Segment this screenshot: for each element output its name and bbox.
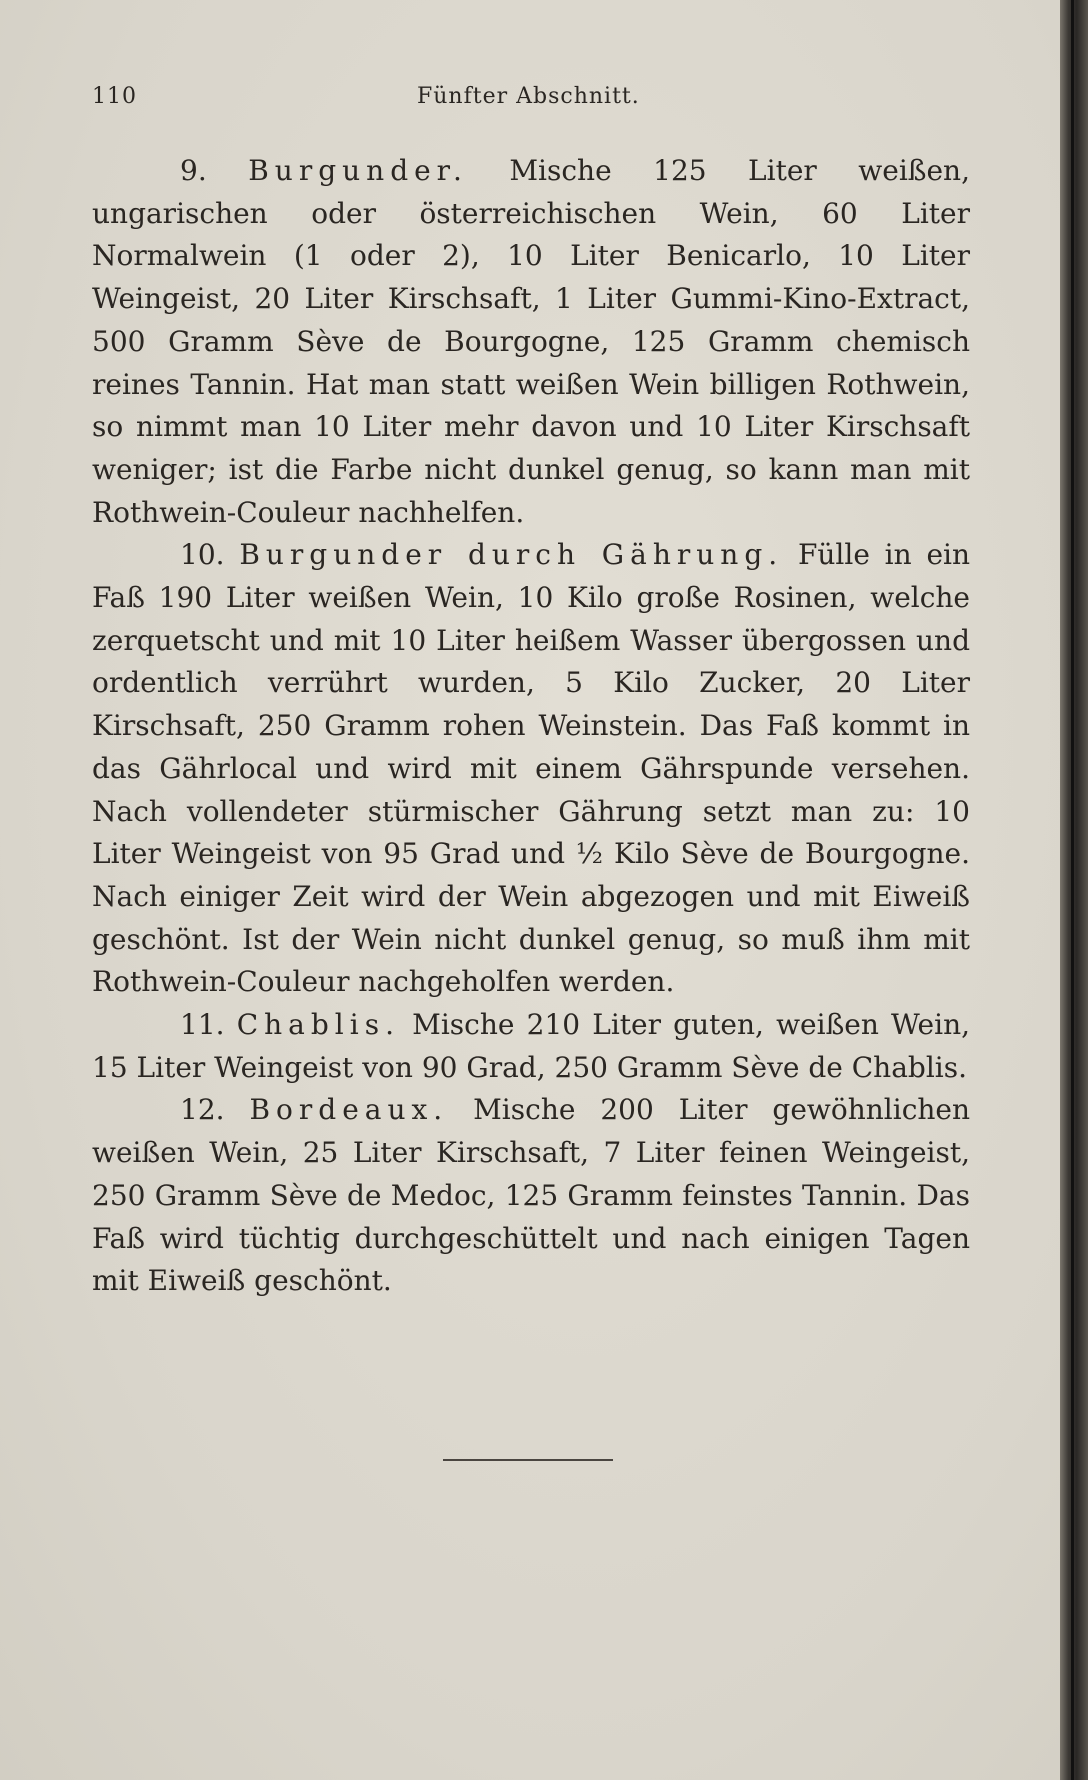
page-header: [92, 84, 972, 124]
section-divider-rule: [443, 1459, 613, 1461]
recipe-paragraph-11: [92, 1004, 970, 1089]
recipe-text: Mische 125 Liter weißen, ungarischen oder österreichischen Wein, 60 Liter Normalwein (1 oder 2), 10 Liter Benicarlo, 10 Liter Weingeist, 20 Liter Kirschsaft, 1 Liter Gummi-Kino-Extract, 500 Gramm Sève de Bourgogne, 125 Gramm chemisch reines Tannin. Hat man statt weißen Wein billigen Rothwein, so nimmt man 10 Liter mehr davon und 10 Liter Kirschsaft weniger; ist die Farbe nicht dunkel genug, so kann man mit Rothwein-Couleur nachhelfen.: [92, 154, 970, 529]
recipe-number: 9.: [180, 154, 207, 187]
recipe-text: Mische 200 Liter gewöhnlichen weißen Wein, 25 Liter Kirschsaft, 7 Liter feinen Weingeist, 250 Gramm Sève de Medoc, 125 Gramm feinstes Tannin. Das Faß wird tüchtig durchgeschüttelt und nach einigen Tagen mit Eiweiß geschönt.: [92, 1093, 971, 1298]
recipe-title: Bordeaux.: [249, 1093, 449, 1127]
page-number: 110: [92, 84, 137, 109]
recipe-title: Burgunder durch Gährung.: [239, 538, 784, 572]
running-head: Fünfter Abschnitt.: [417, 84, 640, 109]
recipe-paragraph-12: [92, 1089, 970, 1303]
recipe-title: Burgunder.: [248, 154, 468, 187]
recipe-number: 10.: [180, 538, 225, 572]
book-spine-edge: [1060, 0, 1088, 1780]
recipe-number: 12.: [180, 1093, 225, 1127]
recipe-number: 11.: [180, 1008, 225, 1042]
page-edge-line: [1071, 0, 1074, 1780]
recipe-paragraph-10: [92, 534, 970, 1004]
body-text: [92, 150, 970, 1303]
recipe-paragraph-9: [92, 150, 970, 534]
recipe-text: Fülle in ein Faß 190 Liter weißen Wein, 10 Kilo große Rosinen, welche zerquetscht und mit 10 Liter heißem Wasser übergossen und ordentlich verrührt wurden, 5 Kilo Zucker, 20 Liter Kirschsaft, 250 Gramm rohen Weinstein. Das Faß kommt in das Gährlocal und wird mit einem Gährspunde versehen. Nach vollendeter stürmischer Gährung setzt man zu: 10 Liter Weingeist von 95 Grad und ½ Kilo Sève de Bourgogne. Nach einiger Zeit wird der Wein abgezogen und mit Eiweiß geschönt. Ist der Wein nicht dunkel genug, so muß ihm mit Rothwein-Couleur nachgeholfen werden.: [92, 538, 970, 999]
recipe-text: Mische 210 Liter guten, weißen Wein, 15 Liter Weingeist von 90 Grad, 250 Gramm Sève de Chablis.: [92, 1008, 971, 1084]
recipe-title: Chablis.: [236, 1008, 400, 1042]
